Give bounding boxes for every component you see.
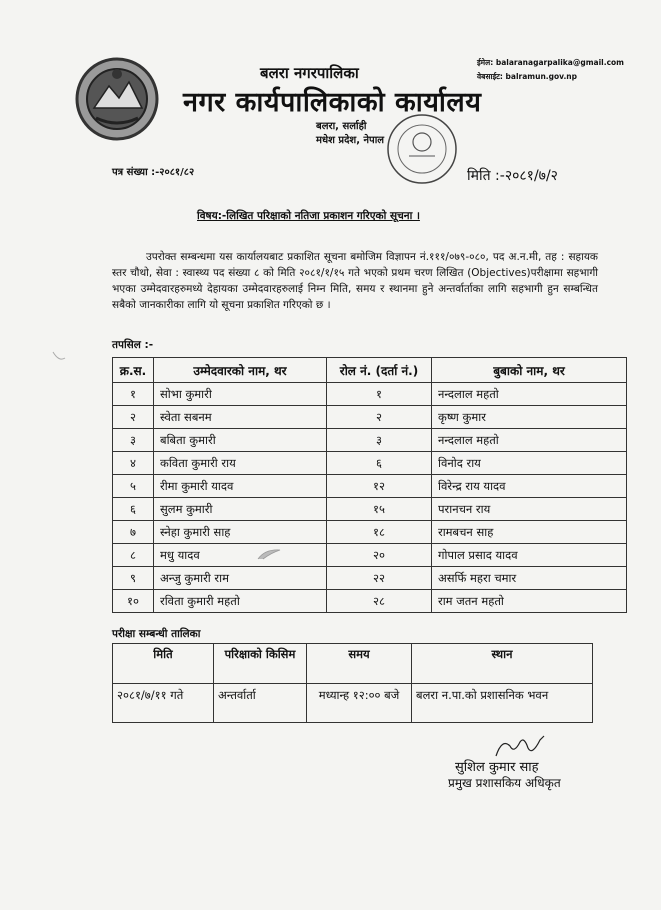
row-father-name: विनोद राय <box>432 452 627 475</box>
row-father-name: नन्दलाल महतो <box>432 383 627 406</box>
government-emblem-logo <box>74 56 160 142</box>
row-roll-number: ३ <box>327 429 432 452</box>
row-serial: ३ <box>113 429 154 452</box>
table-row <box>113 406 627 429</box>
office-stamp-seal <box>385 112 460 187</box>
row-serial: ८ <box>113 544 154 567</box>
schedule-venue-header: स्थान <box>412 644 593 684</box>
results-body <box>113 383 627 613</box>
signatory-title: प्रमुख प्रशासकिय अधिकृत <box>448 776 561 790</box>
row-serial: ५ <box>113 475 154 498</box>
row-candidate-name: स्नेहा कुमारी साह <box>154 521 327 544</box>
row-candidate-name: कविता कुमारी राय <box>154 452 327 475</box>
row-serial: ६ <box>113 498 154 521</box>
row-candidate-name: सोभा कुमारी <box>154 383 327 406</box>
row-serial: १ <box>113 383 154 406</box>
row-candidate-name: अन्जु कुमारी राम <box>154 567 327 590</box>
row-father-name: परानचन राय <box>432 498 627 521</box>
table-row <box>113 452 627 475</box>
row-candidate-name: स्वेता सबनम <box>154 406 327 429</box>
row-candidate-name: मधु यादव <box>154 544 327 567</box>
table-row <box>113 475 627 498</box>
table-row <box>113 544 627 567</box>
row-father-name: राम जतन महतो <box>432 590 627 613</box>
office-address <box>316 120 384 148</box>
row-candidate-name: सुलम कुमारी <box>154 498 327 521</box>
email-text: ईमेल: balaranagarpalika@gmail.com <box>477 58 624 67</box>
row-candidate-name: रीमा कुमारी यादव <box>154 475 327 498</box>
issue-date: मिति :-२०८१/७/२ <box>467 168 558 184</box>
table-row <box>113 590 627 613</box>
row-serial: २ <box>113 406 154 429</box>
col-serial-header: क्र.स. <box>113 358 154 383</box>
row-roll-number: १२ <box>327 475 432 498</box>
table-row <box>113 383 627 406</box>
signatory-name: सुशिल कुमार साह <box>455 760 539 775</box>
col-father-header: बुबाको नाम, थर <box>432 358 627 383</box>
schedule-time-header: समय <box>307 644 412 684</box>
notice-body: उपरोक्त सम्बन्धमा यस कार्यालयबाट प्रकाशित सूचना बमोजिम विज्ञापन नं.१११/०७९-०८०, पद अ.न.मी, तह : सहायक स्तर चौथो, सेवा : स्वास्थ्य पद संख्या ८ को मिति २०८१/१/१५ गते भएको प्रथम चरण लिखित (Objectives)परीक्षामा सहभागी भएका उम्मेदवारहरुमध्ये देहायका उम्मेदवारहरुलाई निम्न मिति, समय र स्थानमा हुने अन्तर्वार्ताका लागि सहभागी हुन सम्बन्धित सबैको जानकारीका लागि यो सूचना प्रकाशित गरिएको छ । <box>112 251 598 311</box>
address-line-1: बलरा, सर्लाही <box>316 121 367 132</box>
address-line-2: मधेश प्रदेश, नेपाल <box>316 135 385 146</box>
row-roll-number: १८ <box>327 521 432 544</box>
row-roll-number: २८ <box>327 590 432 613</box>
pen-mark <box>257 547 281 561</box>
row-candidate-name: रविता कुमारी महतो <box>154 590 327 613</box>
table-row <box>113 521 627 544</box>
row-father-name: विरेन्द्र राय यादव <box>432 475 627 498</box>
results-header-row <box>113 358 627 383</box>
row-father-name: रामबचन साह <box>432 521 627 544</box>
row-serial: १० <box>113 590 154 613</box>
subject-line: विषय:-लिखित परिक्षाको नतिजा प्रकाशन गरिएको सूचना । <box>197 210 420 222</box>
office-title: नगर कार्यपालिकाको कार्यालय <box>183 87 482 118</box>
row-candidate-name: बबिता कुमारी <box>154 429 327 452</box>
schedule-title: परीक्षा सम्बन्धी तालिका <box>112 628 201 640</box>
schedule-venue: बलरा न.पा.को प्रशासनिक भवन <box>412 684 593 723</box>
schedule-date: २०८१/७/११ गते <box>113 684 214 723</box>
table-row <box>113 429 627 452</box>
row-father-name: नन्दलाल महतो <box>432 429 627 452</box>
contact-info <box>477 56 624 84</box>
schedule-header-row <box>113 644 593 684</box>
municipality-name: बलरा नगरपालिका <box>260 64 359 82</box>
row-serial: ९ <box>113 567 154 590</box>
schedule-date-header: मिति <box>113 644 214 684</box>
schedule-time: मध्यान्ह १२:०० बजे <box>307 684 412 723</box>
row-roll-number: १ <box>327 383 432 406</box>
row-serial: ७ <box>113 521 154 544</box>
row-serial: ४ <box>113 452 154 475</box>
row-father-name: कृष्ण कुमार <box>432 406 627 429</box>
col-roll-header: रोल नं. (दर्ता नं.) <box>327 358 432 383</box>
table-row <box>113 567 627 590</box>
website-text: वेबसाईट: balramun.gov.np <box>477 72 577 81</box>
row-roll-number: १५ <box>327 498 432 521</box>
row-roll-number: २२ <box>327 567 432 590</box>
col-name-header: उम्मेदवारको नाम, थर <box>154 358 327 383</box>
row-father-name: गोपाल प्रसाद यादव <box>432 544 627 567</box>
schedule-row <box>113 684 593 723</box>
row-roll-number: २० <box>327 544 432 567</box>
schedule-type: अन्तर्वार्ता <box>214 684 307 723</box>
schedule-table <box>112 643 593 723</box>
margin-mark <box>52 350 66 364</box>
list-title: तपसिल :- <box>112 339 154 351</box>
schedule-type-header: परिक्षाको किसिम <box>214 644 307 684</box>
row-father-name: असर्फि महरा चमार <box>432 567 627 590</box>
reference-number: पत्र संख्या :-२०८१/८२ <box>112 167 195 178</box>
results-table <box>112 357 627 613</box>
table-row <box>113 498 627 521</box>
row-roll-number: ६ <box>327 452 432 475</box>
row-roll-number: २ <box>327 406 432 429</box>
